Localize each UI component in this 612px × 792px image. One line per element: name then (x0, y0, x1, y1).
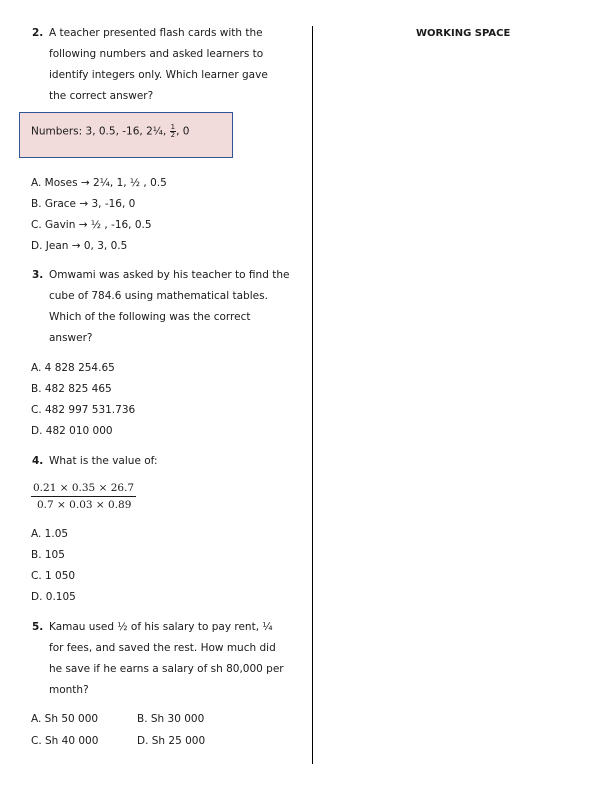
question-5-line-4: month? (49, 684, 89, 696)
working-space-title: WORKING SPACE (416, 28, 511, 39)
option-b: B. Grace → 3, -16, 0 (31, 198, 136, 210)
question-3-line-3: Which of the following was the correct (49, 311, 251, 323)
option-a: A. Moses → 2¼, 1, ½ , 0.5 (31, 177, 167, 189)
option-b: B. Sh 30 000 (137, 713, 205, 725)
column-divider (312, 26, 313, 764)
fraction-expression (31, 482, 136, 511)
question-4-line-1: 4. What is the value of: (32, 451, 158, 472)
option-c: C. Sh 40 000 (31, 735, 99, 747)
question-2-line-4: the correct answer? (49, 90, 154, 102)
question-3-line-4: answer? (49, 332, 93, 344)
question-2-line-2: following numbers and asked learners to (49, 48, 264, 60)
question-number: 2. (32, 27, 44, 39)
option-a: A. 4 828 254.65 (31, 362, 115, 374)
option-b: B. 482 825 465 (31, 383, 112, 395)
numbers-box (19, 112, 233, 158)
question-5-line-2: for fees, and saved the rest. How much did (49, 642, 276, 654)
option-a: A. Sh 50 000 (31, 713, 99, 725)
option-d: D. 0.105 (31, 591, 76, 603)
question-number: 4. (32, 455, 44, 467)
option-c: C. 1 050 (31, 570, 76, 582)
question-2-line-1: 2. A teacher presented flash cards with the (32, 23, 263, 44)
question-5-line-3: he save if he earns a salary of sh 80,000 per (49, 663, 284, 675)
option-d: D. Sh 25 000 (137, 735, 206, 747)
half-fraction: $\frac{1}{2}$ (170, 123, 176, 139)
option-d: D. 482 010 000 (31, 425, 113, 437)
question-3-line-2: cube of 784.6 using mathematical tables. (49, 290, 268, 302)
question-number: 5. (32, 621, 44, 633)
option-c: C. Gavin → ½ , -16, 0.5 (31, 219, 152, 231)
question-3-line-1: 3. Omwami was asked by his teacher to find the (32, 265, 289, 286)
option-d: D. Jean → 0, 3, 0.5 (31, 240, 128, 252)
option-c: C. 482 997 531.736 (31, 404, 136, 416)
expression-numerator: 0.21 × 0.35 × 26.7 (31, 482, 136, 497)
question-number: 3. (32, 269, 44, 281)
numbers-text: Numbers: 3, 0.5, -16, 2¼, $\frac{1}{2}$ , 0 (31, 123, 190, 139)
option-a: A. 1.05 (31, 528, 69, 540)
question-2-line-3: identify integers only. Which learner gave (49, 69, 268, 81)
option-b: B. 105 (31, 549, 65, 561)
question-5-line-1: 5. Kamau used ½ of his salary to pay rent, ¼ (32, 617, 273, 638)
expression-denominator: 0.7 × 0.03 × 0.89 (37, 499, 132, 511)
